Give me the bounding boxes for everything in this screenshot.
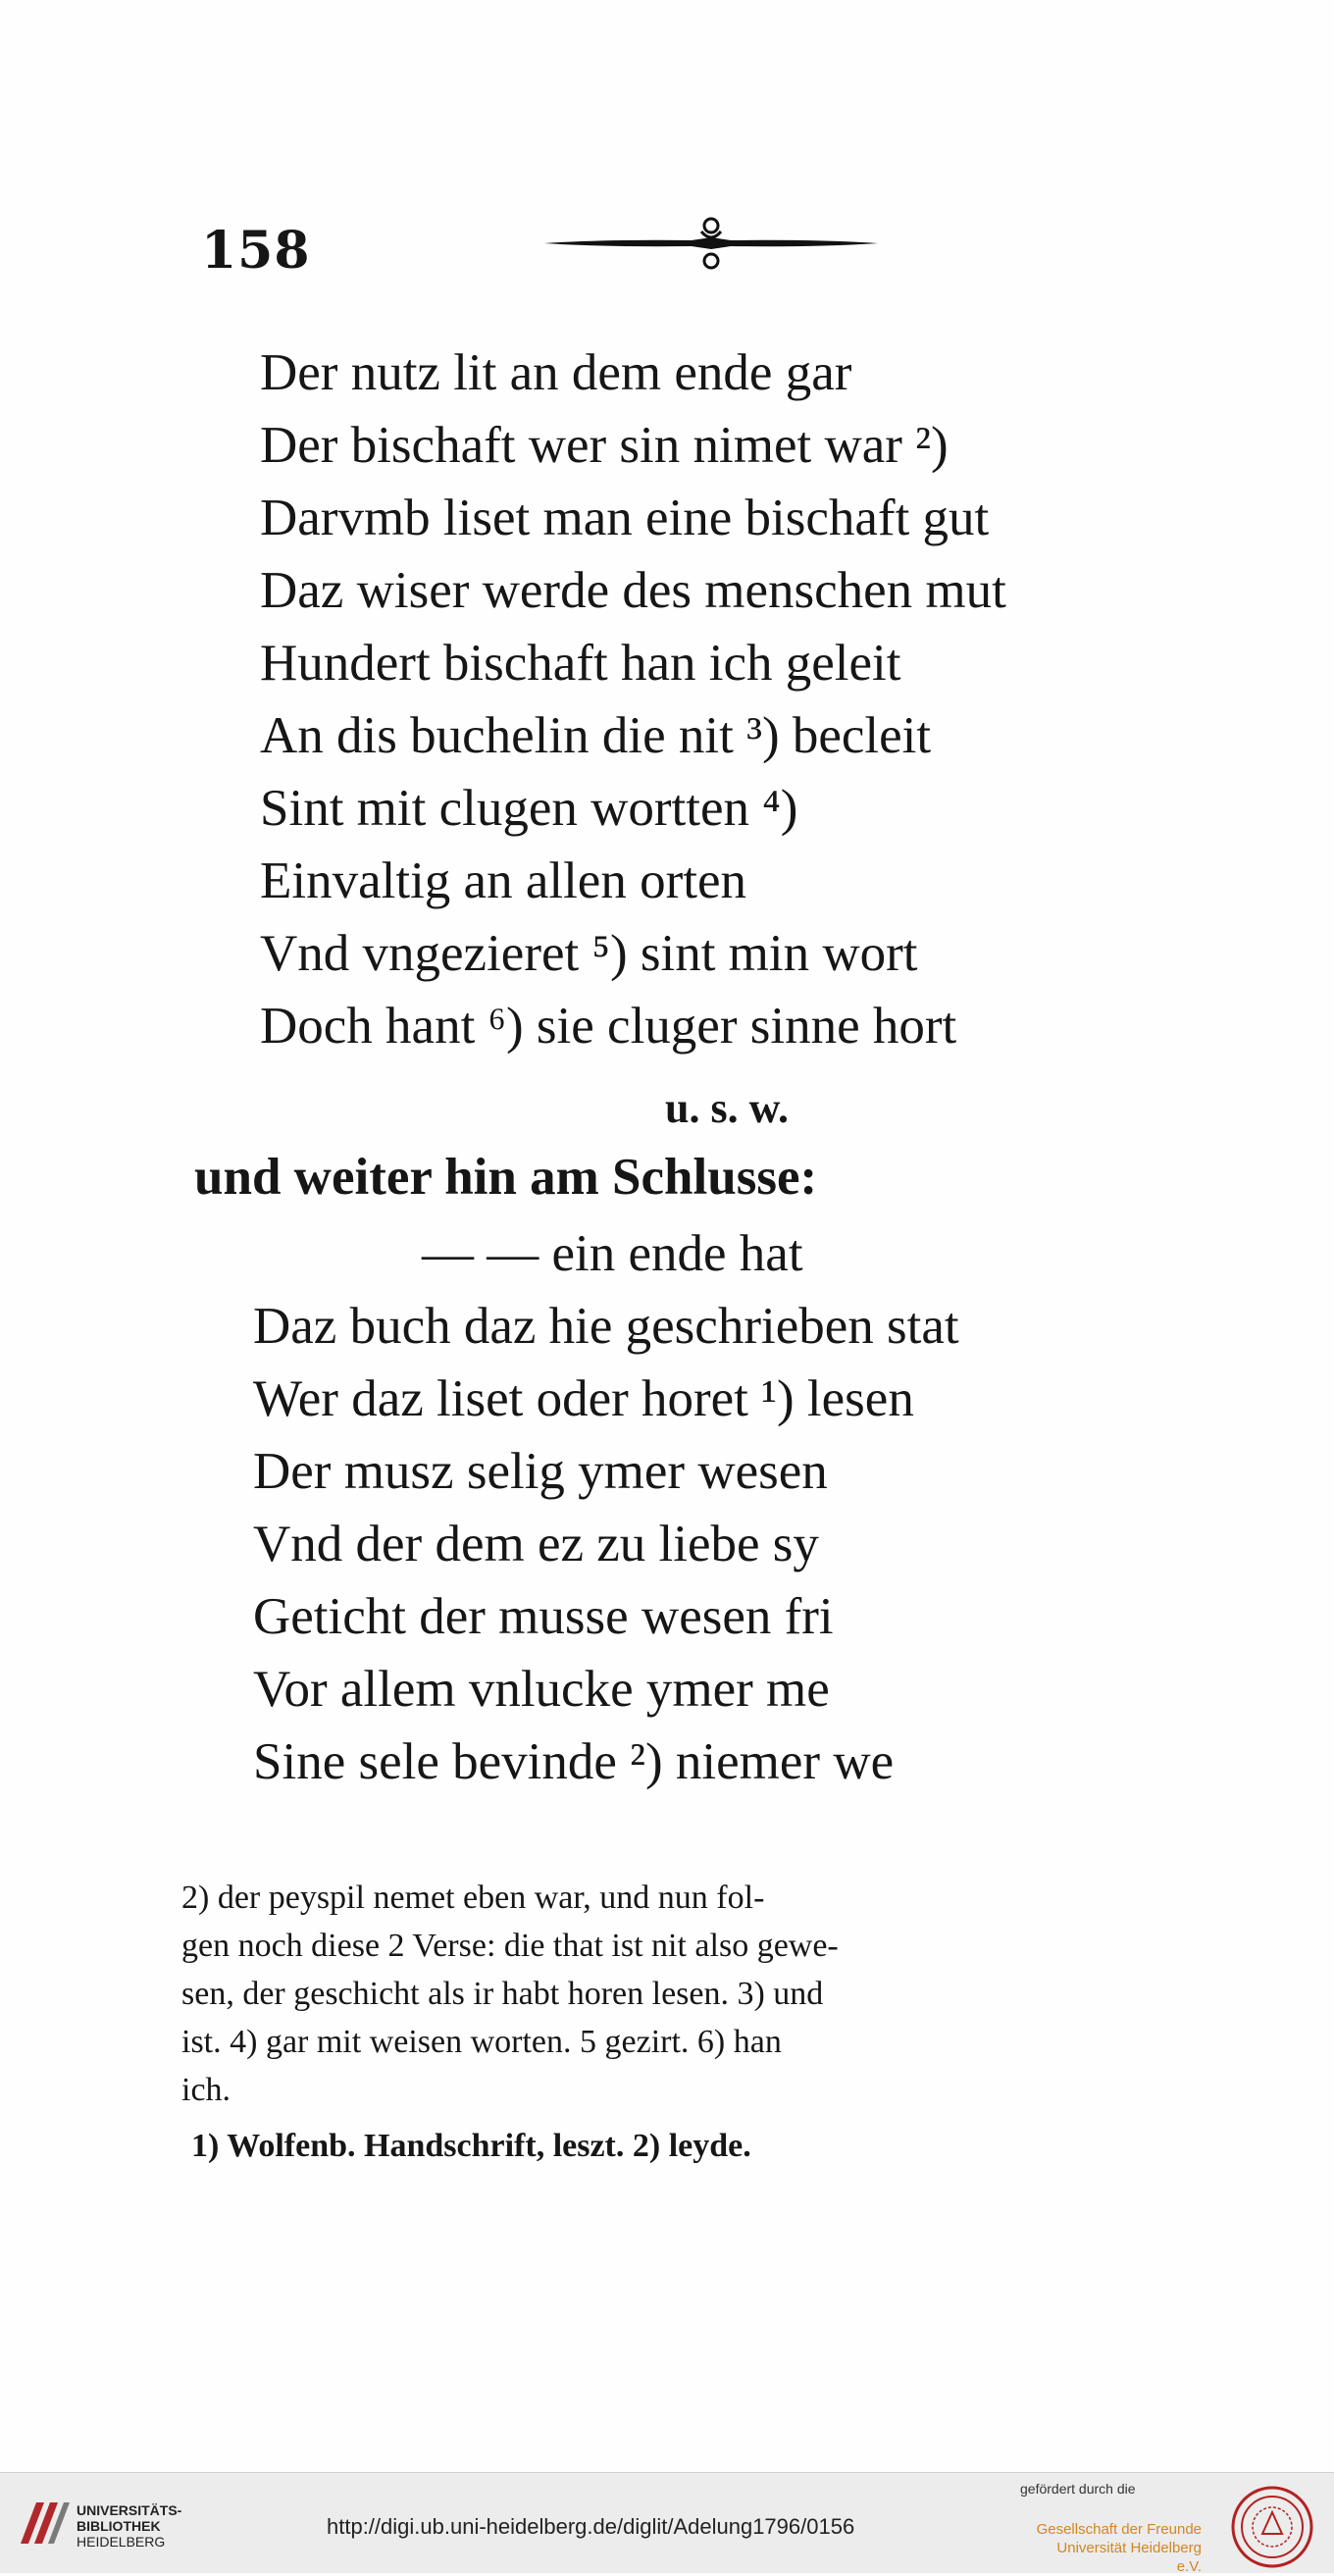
verse-line-13: Wer daz liset oder horet ¹) lesen (253, 1370, 914, 1427)
verse-line-6: An dis buchelin die nit ³) becleit (260, 707, 932, 764)
footnote-line-1: 2) der peyspil nemet eben war, und nun fol- (181, 1880, 765, 1916)
ornament-rule (544, 214, 878, 273)
usw-marker: u. s. w. (665, 1084, 789, 1132)
library-name-line2: BIBLIOTHEK (77, 2518, 161, 2534)
sponsor-name (1035, 2520, 1202, 2576)
library-logo-icon (15, 2495, 72, 2551)
verse-line-5: Hundert bischaft han ich geleit (260, 635, 901, 692)
verse-line-11: — — ein ende hat (422, 1225, 803, 1282)
transition-text: und weiter hin am Schlusse: (194, 1149, 818, 1206)
permalink-url[interactable]: http://digi.ub.uni-heidelberg.de/diglit/Adelung1796/0156 (327, 2514, 855, 2539)
verse-line-16: Geticht der musse wesen fri (253, 1588, 834, 1645)
library-name-line3: HEIDELBERG (77, 2534, 166, 2550)
page-number: 158 (201, 221, 311, 281)
verse-line-1: Der nutz lit an dem ende gar (260, 344, 852, 401)
verse-line-3: Darvmb liset man eine bischaft gut (260, 489, 990, 546)
verse-line-18: Sine sele bevinde ²) niemer we (253, 1733, 895, 1790)
verse-line-14: Der musz selig ymer wesen (253, 1443, 828, 1500)
verse-line-15: Vnd der dem ez zu liebe sy (253, 1516, 819, 1572)
footnote-line-2: gen noch diese 2 Verse: die that ist nit also gewe- (181, 1928, 839, 1964)
verse-line-8: Einvaltig an allen orten (260, 852, 746, 909)
university-seal-icon (1230, 2485, 1314, 2569)
sponsor-line1: Gesellschaft der Freunde (1036, 2521, 1202, 2538)
footnote-line-4: ist. 4) gar mit weisen worten. 5 gezirt. 6) han (181, 2024, 782, 2060)
verse-line-10: Doch hant ⁶) sie cluger sinne hort (260, 998, 957, 1055)
footnote-line-5: ich. (181, 2072, 231, 2108)
verse-line-2: Der bischaft wer sin nimet war ²) (260, 417, 949, 474)
sponsor-intro: gefördert durch die (1020, 2481, 1136, 2497)
library-name (77, 2502, 181, 2550)
library-name-line1: UNIVERSITÄTS- (77, 2502, 182, 2518)
verse-line-7: Sint mit clugen wortten ⁴) (260, 780, 798, 837)
verse-line-17: Vor allem vnlucke ymer me (253, 1661, 830, 1718)
verse-line-4: Daz wiser werde des menschen mut (260, 562, 1006, 619)
sponsor-line2: Universität Heidelberg e.V. (1056, 2540, 1202, 2575)
footer-bar (0, 2472, 1334, 2573)
verse-line-12: Daz buch daz hie geschrieben stat (253, 1298, 959, 1355)
footnote-line-3: sen, der geschicht als ir habt horen lesen. 3) und (181, 1976, 824, 2012)
footnote-line-6: 1) Wolfenb. Handschrift, leszt. 2) leyde. (191, 2128, 751, 2164)
verse-line-9: Vnd vngezieret ⁵) sint min wort (260, 925, 918, 982)
